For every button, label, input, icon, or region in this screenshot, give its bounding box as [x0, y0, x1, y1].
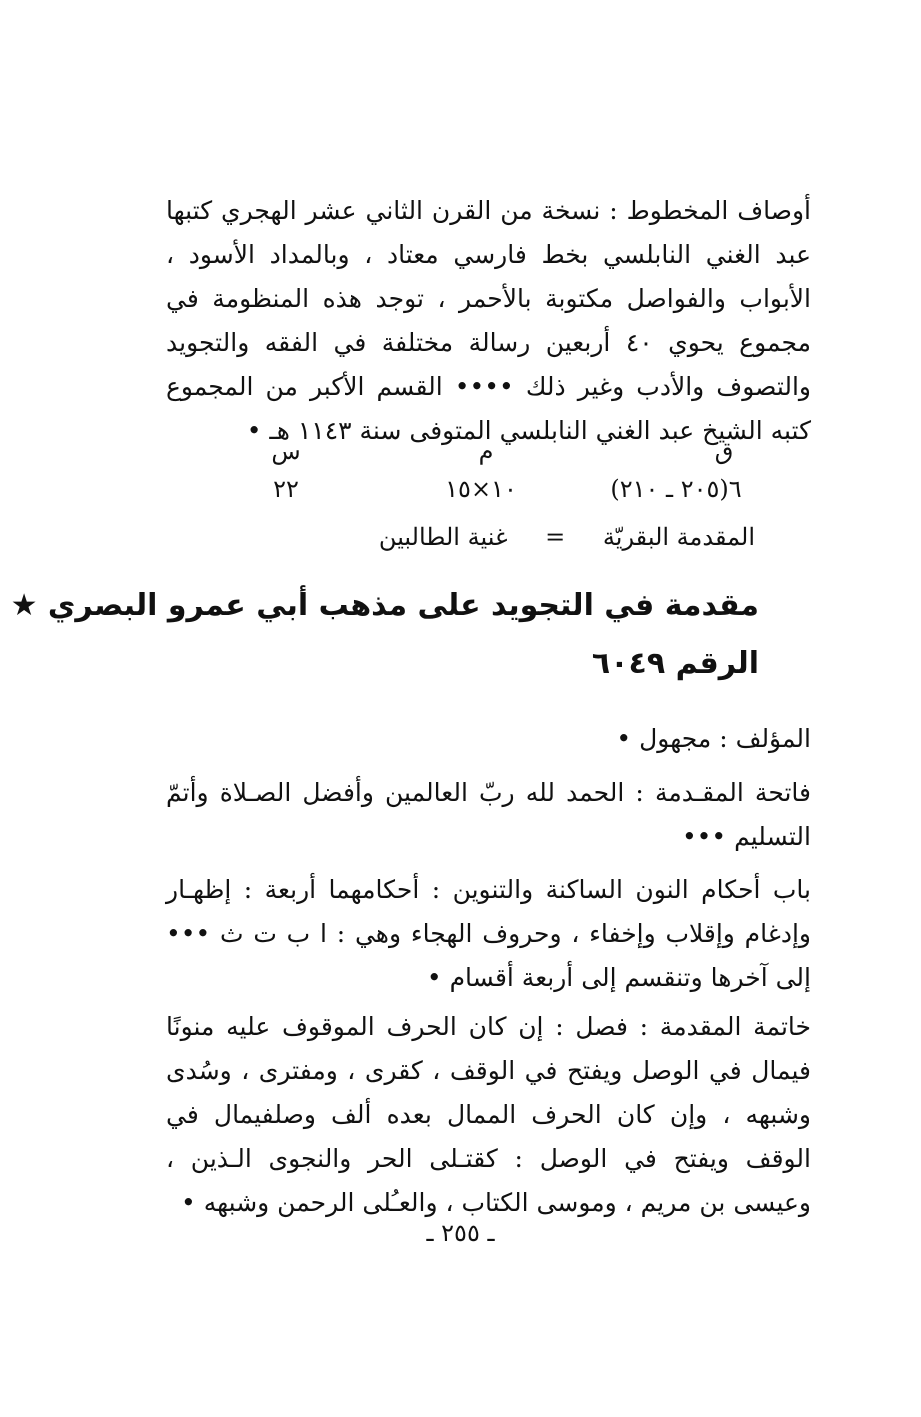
header-s: س	[271, 437, 301, 465]
author-line: المؤلف : مجهول •	[616, 724, 811, 753]
header-q: ق	[714, 437, 734, 465]
closing-paragraph: خاتمة المقدمة : فصل : إن كان الحرف الموقوف عليه منونًا فيمال في الوصل ويفتح في الوقف ، كقرى ، ومفترى ، وسُدى وشبهه ، وإن كان الحرف الممال بعده ألف وصلفيمال في الوقف ويفتح في الوصل : كقتـلى الحر والنجوى الـذين ، وعيسى بن مريم ، وموسى الكتاب ، والعـُلى الرحمن وشبهه •	[166, 1012, 811, 1217]
manuscript-description: أوصاف المخطوط : نسخة من القرن الثاني عشر الهجري كتبها عبد الغني النابلسي بخط فارسي معتاد ، وبالمداد الأسود ، الأبواب والفواصل مكتوبة بالأحمر ، توجد هذه المنظومة في مجموع يحوي ٤٠ أربعين رسالة مختلفة في الفقه والتجويد والتصوف والأدب وغير ذلك •••• القسم الأكبر من المجموع كتبه الشيخ عبد الغني النابلسي المتوفى سنة ١١٤٣ هـ •	[166, 196, 811, 445]
equality-sign: =	[545, 523, 566, 551]
value-m: ١٠×١٥	[445, 475, 517, 503]
reference-table-values	[0, 474, 921, 504]
equality-line	[379, 520, 755, 554]
equality-left-title: المقدمة البقريّة	[602, 523, 755, 551]
page-number: ـ ٢٥٥ ـ	[426, 1219, 495, 1247]
section-number: الرقم ٦٠٤٩	[591, 646, 759, 681]
value-q: ٦(٢٠٥ ـ ٢١٠)	[610, 475, 742, 503]
header-m: م	[478, 437, 494, 465]
chapter-paragraph: باب أحكام النون الساكنة والتنوين : أحكامهما أربعة : إظهـار وإدغام وإقلاب وإخفاء ، وحروف الهجاء وهي : ا ب ت ث ••• إلى آخرها وتنقسم إلى أربعة أقسام •	[166, 875, 811, 992]
equality-right-title: غنية الطالبين	[378, 523, 508, 551]
section-title: مقدمة في التجويد على مذهب أبي عمرو البصري ★	[10, 588, 759, 623]
opening-paragraph: فاتحة المقـدمة : الحمد لله ربّ العالمين وأفضل الصـلاة وأتمّ التسليم •••	[166, 778, 811, 851]
value-s: ٢٢	[273, 475, 299, 503]
reference-table-headers	[0, 436, 921, 466]
